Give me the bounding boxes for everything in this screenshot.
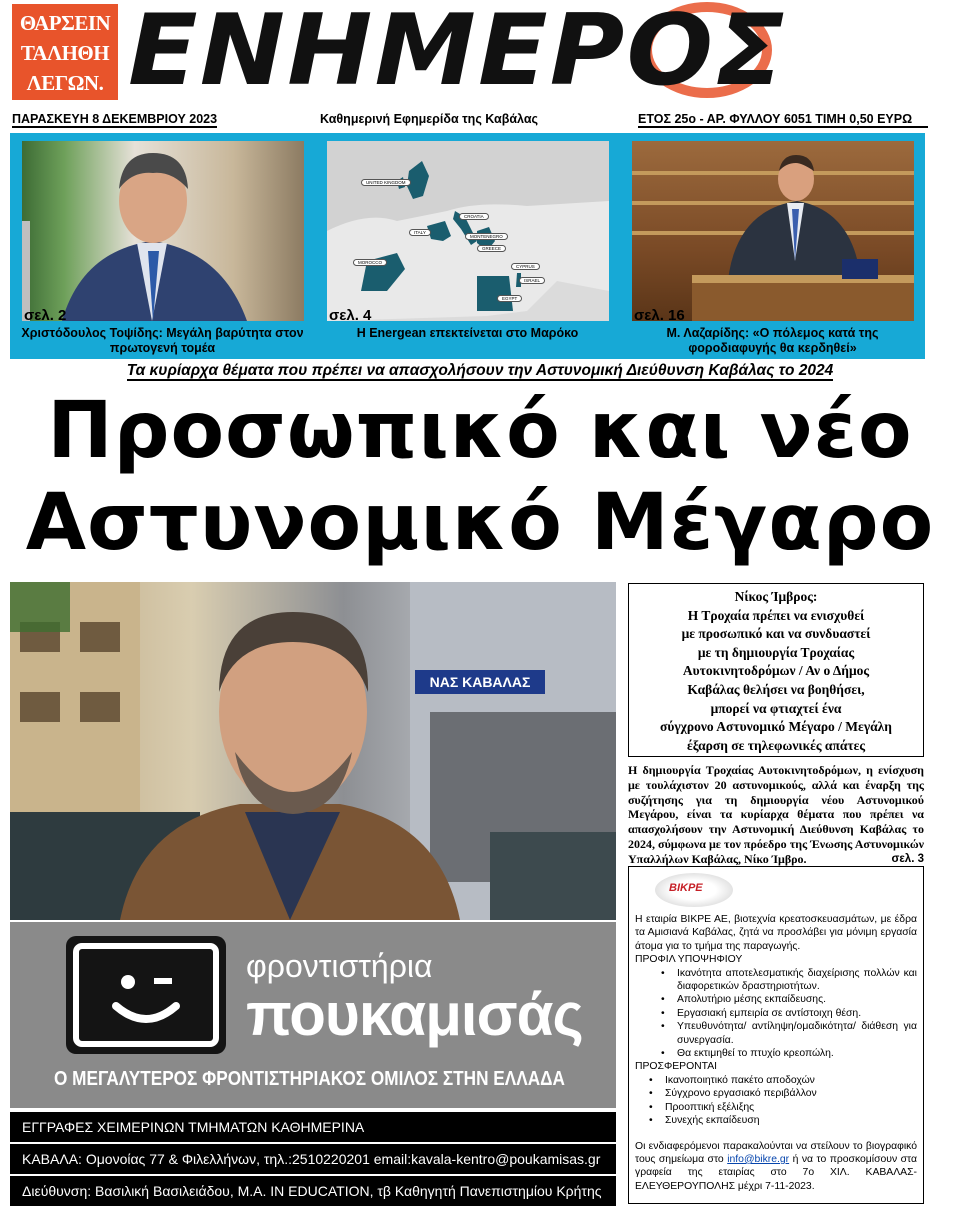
story-page-ref: σελ. 16 xyxy=(634,307,685,324)
quote-line: σύγχρονο Αστυνομικό Μέγαρο / Μεγάλη xyxy=(660,719,892,735)
list-item: • Ικανοποιητικό πακέτο αποδοχών xyxy=(635,1074,917,1087)
wink-face-icon xyxy=(66,936,226,1054)
quote-line: μπορεί να φτιαχτεί ένα xyxy=(710,700,842,716)
list-item: • Ικανότητα αποτελεσματικής διαχείρισης πολλών και διαφορετικών δραστηριοτήτων. xyxy=(635,967,917,994)
quote-line: με τη δημιουργία Τροχαίας xyxy=(697,644,855,660)
story-card-topsidis[interactable] xyxy=(10,133,315,359)
quote-line: Αυτοκινητοδρόμων / Αν ο Δήμος xyxy=(682,663,870,679)
vikre-logo-text: ΒΙΚΡΕ xyxy=(669,882,703,894)
story-caption: Μ. Λαζαρίδης: «Ο πόλεμος κατά της φοροδιαφυγής θα κερδηθεί» xyxy=(666,326,879,355)
top-stories-strip xyxy=(10,133,925,359)
quote-line: με προσωπικό και να συνδυαστεί xyxy=(681,626,871,642)
map-label: MOROCCO xyxy=(353,259,387,266)
subheadline xyxy=(0,362,960,380)
poukamisas-ad[interactable] xyxy=(10,922,616,1108)
ad-motto: Ο ΜΕΓΑΛΥΤΕΡΟΣ ΦΡΟΝΤΙΣΤΗΡΙΑΚΟΣ ΟΜΙΛΟΣ ΣΤΗΝ ΕΛΛΑΔΑ xyxy=(54,1068,565,1090)
ad-registration-bar: ΕΓΓΡΑΦΕΣ ΧΕΙΜΕΡΙΝΩΝ ΤΜΗΜΑΤΩΝ ΚΑΘΗΜΕΡΙΝΑ xyxy=(10,1112,616,1142)
map-label: CROATIA xyxy=(459,213,489,220)
topsidis-photo xyxy=(22,141,304,321)
list-item: • Υπευθυνότητα/ αντίληψη/ομαδικότητα/ διάθεση για συνεργασία. xyxy=(635,1020,917,1047)
issue-date: ΠΑΡΑΣΚΕΥΗ 8 ΔΕΚΕΜΒΡΙΟΥ 2023 xyxy=(12,112,218,126)
ad-brand-line2: πουκαμισάς xyxy=(246,981,583,1048)
smiley-logo xyxy=(66,936,226,1054)
imvros-portrait-illustration xyxy=(10,582,616,920)
quote-line: Νίκος Ίμβρος: xyxy=(734,589,818,604)
job-closing-pre: Οι ενδιαφερόμενοι παρακαλούνται να στείλουν το βιογραφικό τους σημείωμα στο xyxy=(635,1140,917,1165)
profile-title: ΠΡΟΦΙΛ ΥΠΟΨΗΦΙΟΥ xyxy=(635,954,743,966)
headline[interactable] xyxy=(0,385,960,569)
map-label: ISRAEL xyxy=(519,277,545,284)
offer-list xyxy=(635,1074,917,1128)
map-label: UNITED KINGDOM xyxy=(361,179,411,186)
job-closing xyxy=(635,1140,917,1194)
list-item: • Απολυτήριο μέσης εκπαίδευσης. xyxy=(635,993,917,1006)
job-ad-box xyxy=(628,866,924,1204)
energean-map xyxy=(327,141,609,321)
masthead xyxy=(0,0,960,110)
quote-line: Καβάλας θελήσει να βοηθήσει, xyxy=(687,681,865,697)
info-line xyxy=(0,112,960,132)
job-closing-post: ή να το προσκομίσουν στα γραφεία της εταιρίας στο 7ο ΧΙΛ. ΚΑΒΑΛΑΣ- ΕΛΕΥΘΕΡΟΥΠΟΛΗΣ μέχρι 7-11-2023. xyxy=(635,1153,918,1192)
slogan-line: ΘΑΡΣΕΙΝ xyxy=(19,11,111,35)
slogan-line: ΤΑΛΗΘΗ xyxy=(20,41,110,65)
ad-brand-line1: φροντιστήρια xyxy=(246,948,433,984)
profile-list xyxy=(635,967,917,1061)
list-item: • Θα εκτιμηθεί το πτυχίο κρεοπώλη. xyxy=(635,1047,917,1060)
story-page-ref: σελ. 4 xyxy=(329,307,372,324)
map-label: GREECE xyxy=(477,245,506,252)
quote-line: έξαρση σε τηλεφωνικές απάτες xyxy=(686,737,866,753)
slogan-line: ΛΕΓΩΝ. xyxy=(26,71,104,95)
list-item: • Εργασιακή εμπειρία σε αντίστοιχη θέση. xyxy=(635,1007,917,1020)
lazaridis-photo xyxy=(632,141,914,321)
quote-box xyxy=(628,583,924,757)
issue-number: ΕΤΟΣ 25ο - ΑΡ. ΦΥΛΛΟΥ 6051 ΤΙΜΗ 0,50 ΕΥΡΩ xyxy=(638,112,928,128)
map-label: EGYPT xyxy=(497,295,522,302)
map-label: MONTENEGRO xyxy=(465,233,508,240)
tagline: Καθημερινή Εφημερίδα της Καβάλας xyxy=(320,112,539,126)
job-intro: Η εταιρία ΒΙΚΡΕ ΑΕ, βιοτεχνία κρεατοσκευασμάτων, με έδρα τα Αμισιανά Καβάλας, ζητά να προσλάβει για μόνιμη εργασία άτομα για το τμήμα της παραγωγής. xyxy=(635,914,917,952)
quote-line: Η Τροχαία πρέπει να ενισχυθεί xyxy=(687,607,865,623)
story-caption: Χριστόδουλος Τοψίδης: Μεγάλη βαρύτητα στον πρωτογενή τομέα xyxy=(21,326,304,355)
map-label: CYPRUS xyxy=(511,263,540,270)
subheadline-text: Τα κυρίαρχα θέματα που πρέπει να απασχολήσουν την Αστυνομική Διεύθυνση Καβάλας το 2024 xyxy=(126,362,834,379)
speaker-illustration xyxy=(632,141,914,321)
article-lead xyxy=(628,763,924,867)
headline-line: Προσωπικό και νέο xyxy=(47,386,913,476)
job-email-link[interactable]: info@bikre.gr xyxy=(727,1153,790,1165)
headline-line: Αστυνομικό Μέγαρο xyxy=(25,478,935,568)
article-text: Η δημιουργία Τροχαίας Αυτοκινητοδρόμων, η ενίσχυση με τουλάχιστον 20 αστυνομικούς, αλλά και έναρξη της συζήτησης για τη δημιουργία νέου Αστυνομικού Μεγάρου, είναι τα κυρίαρχα θέματα που πρέπει να απασχολήσουν την Αστυνομική Διεύθυνση Καβάλας το 2024, σύμφωνα με τον πρόεδρο της Ένωσης Αστυνομικών Υπαλλήλων Καβάλας, Νίκο Ίμβρο. xyxy=(628,763,924,866)
man-portrait-illustration xyxy=(22,141,304,321)
main-story-photo xyxy=(10,582,616,920)
offer-title: ΠΡΟΣΦΕΡΟΝΤΑΙ xyxy=(635,1061,718,1073)
ad-contact-bar: ΚΑΒΑΛΑ: Ομονοίας 77 & Φιλελλήνων, τηλ.:2510220201 email:kavala-kentro@poukamisas.gr xyxy=(10,1144,616,1174)
shop-sign: ΝΑΣ ΚΑΒΑΛΑΣ xyxy=(429,674,531,690)
story-card-lazaridis[interactable] xyxy=(620,133,925,359)
ad-director-bar: Διεύθυνση: Βασιλική Βασιλειάδου, M.A. IN EDUCATION, τβ Καθηγητή Πανεπιστημίου Κρήτης xyxy=(10,1176,616,1206)
story-card-energean[interactable] xyxy=(315,133,620,359)
newspaper-logo: ΕΝΗΜΕΡΟΣ xyxy=(128,0,787,108)
map-label: ITALY xyxy=(409,229,431,236)
story-page-ref: σελ. 2 xyxy=(24,307,67,324)
slogan-box xyxy=(12,4,118,100)
article-page-ref[interactable]: σελ. 3 xyxy=(891,852,924,865)
list-item: • Σύγχρονο εργασιακό περιβάλλον xyxy=(635,1087,917,1100)
story-caption: Η Energean επεκτείνεται στο Μαρόκο xyxy=(356,326,579,340)
map-illustration xyxy=(327,141,609,321)
list-item: • Συνεχής εκπαίδευση xyxy=(635,1114,917,1127)
list-item: • Προοπτική εξέλιξης xyxy=(635,1101,917,1114)
